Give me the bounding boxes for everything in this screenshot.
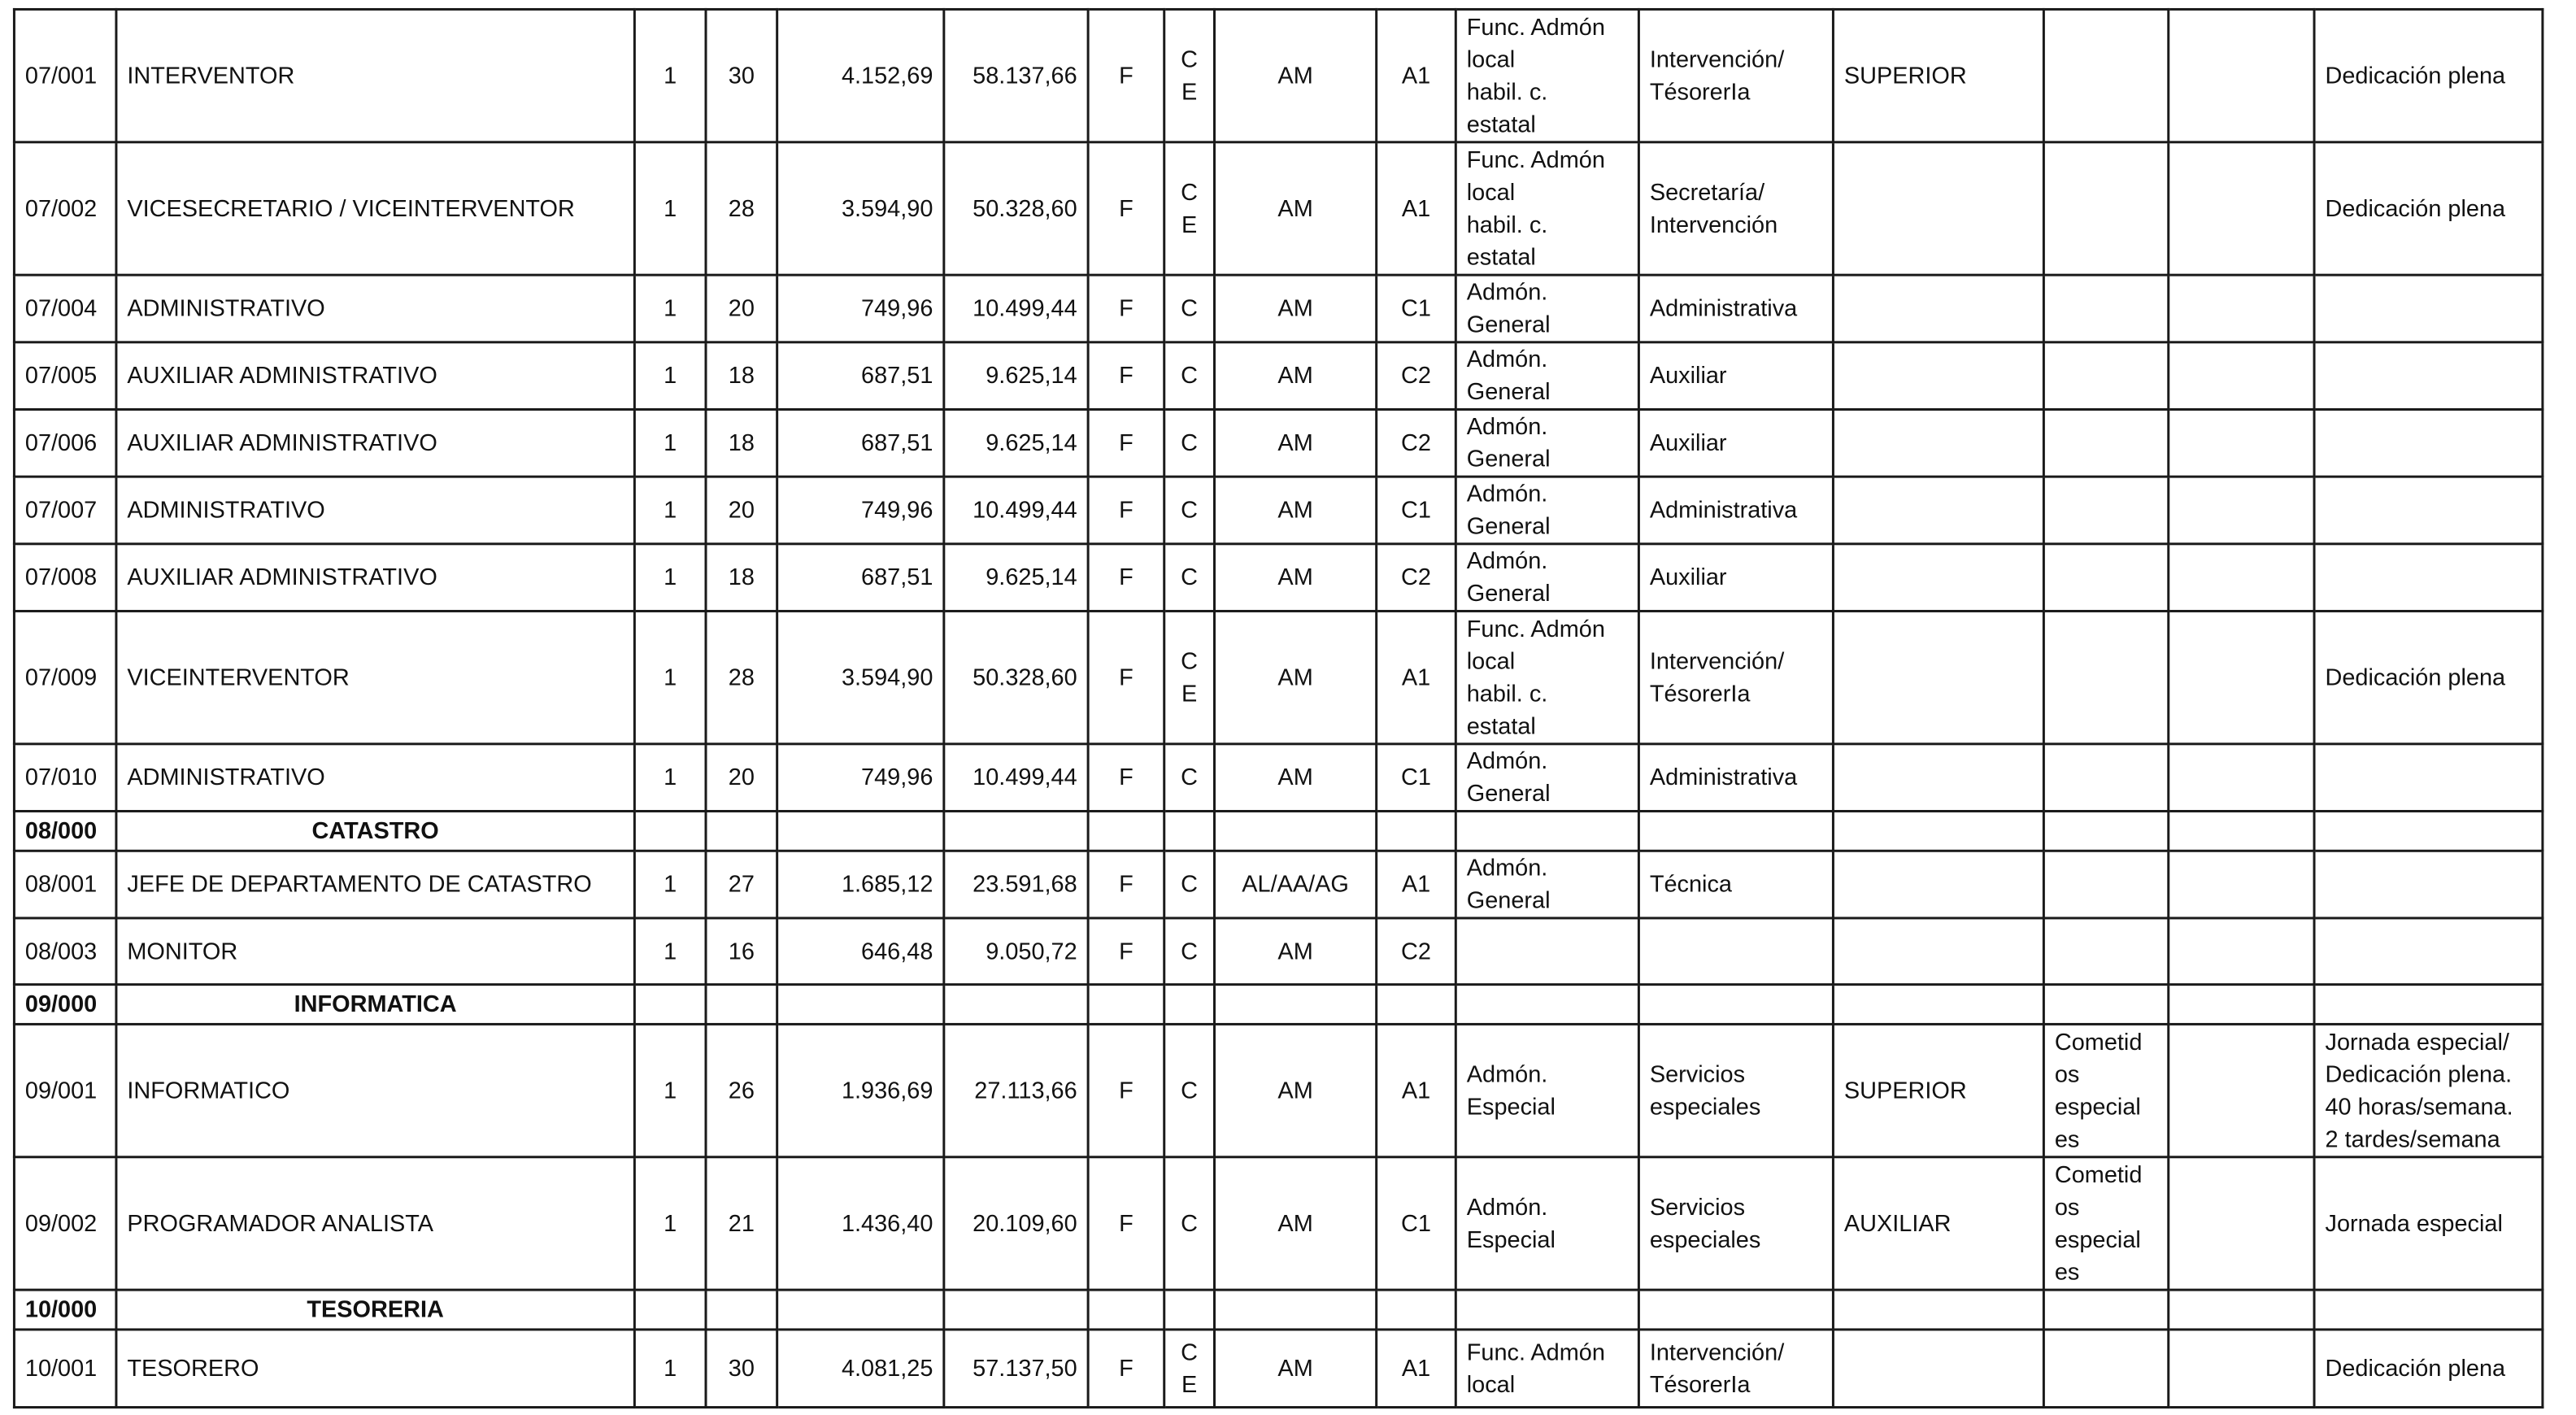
staff-type-cell: F (1088, 1024, 1164, 1156)
scale-cell (1456, 918, 1638, 985)
position-count-cell: 1 (634, 409, 706, 477)
position-count-cell: 1 (634, 1330, 706, 1408)
destination-level-cell: 28 (706, 142, 777, 275)
provision-type-cell: CE (1164, 9, 1215, 142)
provision-type-cell: CE (1164, 142, 1215, 275)
empty-cell (706, 1290, 777, 1330)
category-cell (2043, 851, 2168, 918)
position-name-cell: PROGRAMADOR ANALISTA (116, 1157, 634, 1290)
scale-cell: Admón. General (1456, 477, 1638, 544)
annual-specific-allowance-cell: 10.499,44 (944, 275, 1088, 342)
provision-type-cell: CE (1164, 611, 1215, 743)
subscale-cell: Auxiliar (1638, 342, 1833, 410)
annual-specific-allowance-cell: 57.137,50 (944, 1330, 1088, 1408)
monthly-specific-allowance-cell: 3.594,90 (777, 611, 944, 743)
empty-cell (2314, 811, 2543, 851)
class-cell (1833, 275, 2043, 342)
staff-type-cell: F (1088, 9, 1164, 142)
extra-cell (2169, 1157, 2314, 1290)
table-row (14, 409, 2542, 477)
staff-type-cell: F (1088, 851, 1164, 918)
category-cell (2043, 9, 2168, 142)
table-row (14, 477, 2542, 544)
position-name-cell: INFORMATICO (116, 1024, 634, 1156)
admin-scope-cell: AM (1214, 744, 1376, 812)
scale-cell: Admón. General (1456, 342, 1638, 410)
admin-scope-cell: AM (1214, 409, 1376, 477)
position-code-cell: 07/001 (14, 9, 115, 142)
section-row (14, 1290, 2542, 1330)
class-cell (1833, 918, 2043, 985)
position-name-cell: TESORERO (116, 1330, 634, 1408)
empty-cell (2314, 1290, 2543, 1330)
staff-type-cell: F (1088, 544, 1164, 612)
monthly-specific-allowance-cell: 1.936,69 (777, 1024, 944, 1156)
position-code-cell: 07/008 (14, 544, 115, 612)
annual-specific-allowance-cell: 20.109,60 (944, 1157, 1088, 1290)
staff-type-cell: F (1088, 744, 1164, 812)
empty-cell (2169, 985, 2314, 1025)
class-cell (1833, 477, 2043, 544)
position-code-cell: 07/007 (14, 477, 115, 544)
empty-cell (1214, 985, 1376, 1025)
empty-cell (1164, 985, 1215, 1025)
empty-cell (1456, 985, 1638, 1025)
provision-type-cell: C (1164, 342, 1215, 410)
empty-cell (2169, 811, 2314, 851)
category-cell: Cometid os especial es (2043, 1024, 2168, 1156)
annual-specific-allowance-cell: 23.591,68 (944, 851, 1088, 918)
empty-cell (944, 985, 1088, 1025)
scale-cell: Admón. General (1456, 275, 1638, 342)
position-count-cell: 1 (634, 611, 706, 743)
destination-level-cell: 18 (706, 544, 777, 612)
empty-cell (634, 811, 706, 851)
section-row (14, 985, 2542, 1025)
position-code-cell: 07/006 (14, 409, 115, 477)
admin-scope-cell: AM (1214, 918, 1376, 985)
section-title: TESORERIA (116, 1290, 634, 1330)
extra-cell (2169, 1024, 2314, 1156)
position-count-cell: 1 (634, 1024, 706, 1156)
class-cell: AUXILIAR (1833, 1157, 2043, 1290)
annual-specific-allowance-cell: 27.113,66 (944, 1024, 1088, 1156)
observations-cell (2314, 544, 2543, 612)
extra-cell (2169, 544, 2314, 612)
class-cell (1833, 544, 2043, 612)
group-cell: C2 (1377, 409, 1456, 477)
staff-type-cell: F (1088, 342, 1164, 410)
empty-cell (1088, 811, 1164, 851)
position-code-cell: 07/004 (14, 275, 115, 342)
position-name-cell: AUXILIAR ADMINISTRATIVO (116, 342, 634, 410)
scale-cell: Func. Admón local habil. c. estatal (1456, 9, 1638, 142)
position-name-cell: VICESECRETARIO / VICEINTERVENTOR (116, 142, 634, 275)
table-row (14, 744, 2542, 812)
scale-cell: Admón. General (1456, 744, 1638, 812)
admin-scope-cell: AM (1214, 1330, 1376, 1408)
scale-cell: Admón. General (1456, 544, 1638, 612)
group-cell: A1 (1377, 851, 1456, 918)
category-cell (2043, 275, 2168, 342)
annual-specific-allowance-cell: 9.050,72 (944, 918, 1088, 985)
monthly-specific-allowance-cell: 687,51 (777, 544, 944, 612)
empty-cell (1833, 985, 2043, 1025)
position-count-cell: 1 (634, 342, 706, 410)
class-cell: SUPERIOR (1833, 1024, 2043, 1156)
annual-specific-allowance-cell: 10.499,44 (944, 744, 1088, 812)
staff-positions-table (13, 8, 2543, 1408)
observations-cell: Dedicación plena (2314, 9, 2543, 142)
staff-type-cell: F (1088, 409, 1164, 477)
empty-cell (2169, 1290, 2314, 1330)
group-cell: A1 (1377, 142, 1456, 275)
provision-type-cell: C (1164, 409, 1215, 477)
scale-cell: Admón. Especial (1456, 1157, 1638, 1290)
position-code-cell: 09/002 (14, 1157, 115, 1290)
staff-type-cell: F (1088, 477, 1164, 544)
subscale-cell: Servicios especiales (1638, 1157, 1833, 1290)
empty-cell (706, 985, 777, 1025)
position-count-cell: 1 (634, 142, 706, 275)
section-code: 09/000 (14, 985, 115, 1025)
group-cell: C2 (1377, 544, 1456, 612)
subscale-cell: Administrativa (1638, 275, 1833, 342)
position-count-cell: 1 (634, 1157, 706, 1290)
empty-cell (1456, 811, 1638, 851)
observations-cell: Dedicación plena (2314, 611, 2543, 743)
scale-cell: Func. Admón local habil. c. estatal (1456, 611, 1638, 743)
extra-cell (2169, 9, 2314, 142)
admin-scope-cell: AL/AA/AG (1214, 851, 1376, 918)
provision-type-cell: C (1164, 1157, 1215, 1290)
admin-scope-cell: AM (1214, 477, 1376, 544)
position-name-cell: MONITOR (116, 918, 634, 985)
position-count-cell: 1 (634, 275, 706, 342)
empty-cell (777, 811, 944, 851)
annual-specific-allowance-cell: 10.499,44 (944, 477, 1088, 544)
observations-cell (2314, 275, 2543, 342)
empty-cell (1638, 985, 1833, 1025)
category-cell (2043, 342, 2168, 410)
provision-type-cell: C (1164, 918, 1215, 985)
destination-level-cell: 30 (706, 9, 777, 142)
category-cell: Cometid os especial es (2043, 1157, 2168, 1290)
position-count-cell: 1 (634, 9, 706, 142)
empty-cell (944, 1290, 1088, 1330)
table-row (14, 1024, 2542, 1156)
extra-cell (2169, 409, 2314, 477)
position-name-cell: AUXILIAR ADMINISTRATIVO (116, 544, 634, 612)
table-row (14, 544, 2542, 612)
staff-type-cell: F (1088, 1330, 1164, 1408)
monthly-specific-allowance-cell: 687,51 (777, 342, 944, 410)
admin-scope-cell: AM (1214, 544, 1376, 612)
table-row (14, 9, 2542, 142)
position-code-cell: 10/001 (14, 1330, 115, 1408)
category-cell (2043, 611, 2168, 743)
subscale-cell: Secretaría/ Intervención (1638, 142, 1833, 275)
monthly-specific-allowance-cell: 4.152,69 (777, 9, 944, 142)
staff-type-cell: F (1088, 142, 1164, 275)
position-code-cell: 08/003 (14, 918, 115, 985)
observations-cell (2314, 409, 2543, 477)
observations-cell (2314, 744, 2543, 812)
group-cell: C1 (1377, 1157, 1456, 1290)
empty-cell (1377, 1290, 1456, 1330)
group-cell: A1 (1377, 9, 1456, 142)
class-cell (1833, 851, 2043, 918)
section-code: 10/000 (14, 1290, 115, 1330)
scale-cell: Admón. General (1456, 851, 1638, 918)
extra-cell (2169, 744, 2314, 812)
monthly-specific-allowance-cell: 749,96 (777, 744, 944, 812)
empty-cell (2043, 811, 2168, 851)
admin-scope-cell: AM (1214, 275, 1376, 342)
group-cell: C2 (1377, 918, 1456, 985)
category-cell (2043, 544, 2168, 612)
scale-cell: Admón. Especial (1456, 1024, 1638, 1156)
section-code: 08/000 (14, 811, 115, 851)
monthly-specific-allowance-cell: 749,96 (777, 275, 944, 342)
table-row (14, 611, 2542, 743)
annual-specific-allowance-cell: 9.625,14 (944, 342, 1088, 410)
table-row (14, 1157, 2542, 1290)
subscale-cell: Servicios especiales (1638, 1024, 1833, 1156)
position-count-cell: 1 (634, 544, 706, 612)
destination-level-cell: 21 (706, 1157, 777, 1290)
empty-cell (1833, 811, 2043, 851)
category-cell (2043, 744, 2168, 812)
position-name-cell: JEFE DE DEPARTAMENTO DE CATASTRO (116, 851, 634, 918)
empty-cell (1214, 811, 1376, 851)
category-cell (2043, 918, 2168, 985)
position-name-cell: ADMINISTRATIVO (116, 744, 634, 812)
empty-cell (1088, 1290, 1164, 1330)
table-row (14, 275, 2542, 342)
empty-cell (2043, 1290, 2168, 1330)
empty-cell (1377, 985, 1456, 1025)
extra-cell (2169, 918, 2314, 985)
group-cell: A1 (1377, 1024, 1456, 1156)
subscale-cell: Técnica (1638, 851, 1833, 918)
table-row (14, 918, 2542, 985)
class-cell (1833, 342, 2043, 410)
provision-type-cell: C (1164, 544, 1215, 612)
observations-cell: Dedicación plena (2314, 1330, 2543, 1408)
provision-type-cell: C (1164, 1024, 1215, 1156)
observations-cell (2314, 851, 2543, 918)
empty-cell (1456, 1290, 1638, 1330)
position-code-cell: 07/002 (14, 142, 115, 275)
group-cell: C1 (1377, 275, 1456, 342)
table-row (14, 342, 2542, 410)
observations-cell: Jornada especial (2314, 1157, 2543, 1290)
extra-cell (2169, 851, 2314, 918)
empty-cell (1164, 1290, 1215, 1330)
admin-scope-cell: AM (1214, 611, 1376, 743)
empty-cell (777, 1290, 944, 1330)
position-code-cell: 07/010 (14, 744, 115, 812)
extra-cell (2169, 611, 2314, 743)
class-cell (1833, 1330, 2043, 1408)
observations-cell (2314, 477, 2543, 544)
table-row (14, 142, 2542, 275)
subscale-cell: Administrativa (1638, 744, 1833, 812)
admin-scope-cell: AM (1214, 9, 1376, 142)
empty-cell (1214, 1290, 1376, 1330)
monthly-specific-allowance-cell: 1.685,12 (777, 851, 944, 918)
position-count-cell: 1 (634, 918, 706, 985)
empty-cell (1833, 1290, 2043, 1330)
destination-level-cell: 27 (706, 851, 777, 918)
admin-scope-cell: AM (1214, 1024, 1376, 1156)
observations-cell: Dedicación plena (2314, 142, 2543, 275)
position-name-cell: ADMINISTRATIVO (116, 477, 634, 544)
extra-cell (2169, 275, 2314, 342)
empty-cell (1164, 811, 1215, 851)
subscale-cell: Auxiliar (1638, 409, 1833, 477)
destination-level-cell: 18 (706, 342, 777, 410)
annual-specific-allowance-cell: 50.328,60 (944, 142, 1088, 275)
extra-cell (2169, 1330, 2314, 1408)
section-title: INFORMATICA (116, 985, 634, 1025)
observations-cell (2314, 342, 2543, 410)
position-code-cell: 07/009 (14, 611, 115, 743)
category-cell (2043, 1330, 2168, 1408)
destination-level-cell: 18 (706, 409, 777, 477)
scale-cell: Admón. General (1456, 409, 1638, 477)
destination-level-cell: 20 (706, 744, 777, 812)
destination-level-cell: 20 (706, 477, 777, 544)
empty-cell (1377, 811, 1456, 851)
position-code-cell: 07/005 (14, 342, 115, 410)
subscale-cell: Intervención/ TésorerIa (1638, 611, 1833, 743)
staff-type-cell: F (1088, 275, 1164, 342)
category-cell (2043, 409, 2168, 477)
category-cell (2043, 142, 2168, 275)
group-cell: A1 (1377, 1330, 1456, 1408)
empty-cell (944, 811, 1088, 851)
provision-type-cell: C (1164, 851, 1215, 918)
annual-specific-allowance-cell: 9.625,14 (944, 544, 1088, 612)
provision-type-cell: C (1164, 744, 1215, 812)
subscale-cell: Auxiliar (1638, 544, 1833, 612)
monthly-specific-allowance-cell: 3.594,90 (777, 142, 944, 275)
destination-level-cell: 26 (706, 1024, 777, 1156)
annual-specific-allowance-cell: 9.625,14 (944, 409, 1088, 477)
class-cell: SUPERIOR (1833, 9, 2043, 142)
monthly-specific-allowance-cell: 687,51 (777, 409, 944, 477)
position-name-cell: VICEINTERVENTOR (116, 611, 634, 743)
table-row (14, 1330, 2542, 1408)
subscale-cell: Intervención/ TésorerIa (1638, 9, 1833, 142)
section-row (14, 811, 2542, 851)
monthly-specific-allowance-cell: 4.081,25 (777, 1330, 944, 1408)
staff-type-cell: F (1088, 1157, 1164, 1290)
group-cell: C1 (1377, 477, 1456, 544)
class-cell (1833, 409, 2043, 477)
empty-cell (1088, 985, 1164, 1025)
provision-type-cell: C (1164, 477, 1215, 544)
monthly-specific-allowance-cell: 749,96 (777, 477, 944, 544)
admin-scope-cell: AM (1214, 342, 1376, 410)
position-code-cell: 08/001 (14, 851, 115, 918)
position-name-cell: ADMINISTRATIVO (116, 275, 634, 342)
scale-cell: Func. Admón local (1456, 1330, 1638, 1408)
staff-type-cell: F (1088, 611, 1164, 743)
empty-cell (2314, 985, 2543, 1025)
annual-specific-allowance-cell: 50.328,60 (944, 611, 1088, 743)
extra-cell (2169, 342, 2314, 410)
scale-cell: Func. Admón local habil. c. estatal (1456, 142, 1638, 275)
destination-level-cell: 20 (706, 275, 777, 342)
empty-cell (2043, 985, 2168, 1025)
subscale-cell: Administrativa (1638, 477, 1833, 544)
group-cell: A1 (1377, 611, 1456, 743)
position-count-cell: 1 (634, 477, 706, 544)
empty-cell (1638, 1290, 1833, 1330)
monthly-specific-allowance-cell: 1.436,40 (777, 1157, 944, 1290)
position-count-cell: 1 (634, 851, 706, 918)
position-count-cell: 1 (634, 744, 706, 812)
table-row (14, 851, 2542, 918)
observations-cell (2314, 918, 2543, 985)
staff-type-cell: F (1088, 918, 1164, 985)
empty-cell (634, 1290, 706, 1330)
class-cell (1833, 611, 2043, 743)
admin-scope-cell: AM (1214, 1157, 1376, 1290)
provision-type-cell: CE (1164, 1330, 1215, 1408)
position-name-cell: AUXILIAR ADMINISTRATIVO (116, 409, 634, 477)
provision-type-cell: C (1164, 275, 1215, 342)
group-cell: C1 (1377, 744, 1456, 812)
annual-specific-allowance-cell: 58.137,66 (944, 9, 1088, 142)
empty-cell (706, 811, 777, 851)
subscale-cell: Intervención/ TésorerIa (1638, 1330, 1833, 1408)
extra-cell (2169, 477, 2314, 544)
group-cell: C2 (1377, 342, 1456, 410)
section-title: CATASTRO (116, 811, 634, 851)
position-code-cell: 09/001 (14, 1024, 115, 1156)
subscale-cell (1638, 918, 1833, 985)
position-name-cell: INTERVENTOR (116, 9, 634, 142)
class-cell (1833, 744, 2043, 812)
monthly-specific-allowance-cell: 646,48 (777, 918, 944, 985)
empty-cell (777, 985, 944, 1025)
extra-cell (2169, 142, 2314, 275)
observations-cell: Jornada especial/ Dedicación plena. 40 horas/semana. 2 tardes/semana (2314, 1024, 2543, 1156)
category-cell (2043, 477, 2168, 544)
destination-level-cell: 28 (706, 611, 777, 743)
destination-level-cell: 30 (706, 1330, 777, 1408)
class-cell (1833, 142, 2043, 275)
admin-scope-cell: AM (1214, 142, 1376, 275)
destination-level-cell: 16 (706, 918, 777, 985)
empty-cell (634, 985, 706, 1025)
empty-cell (1638, 811, 1833, 851)
